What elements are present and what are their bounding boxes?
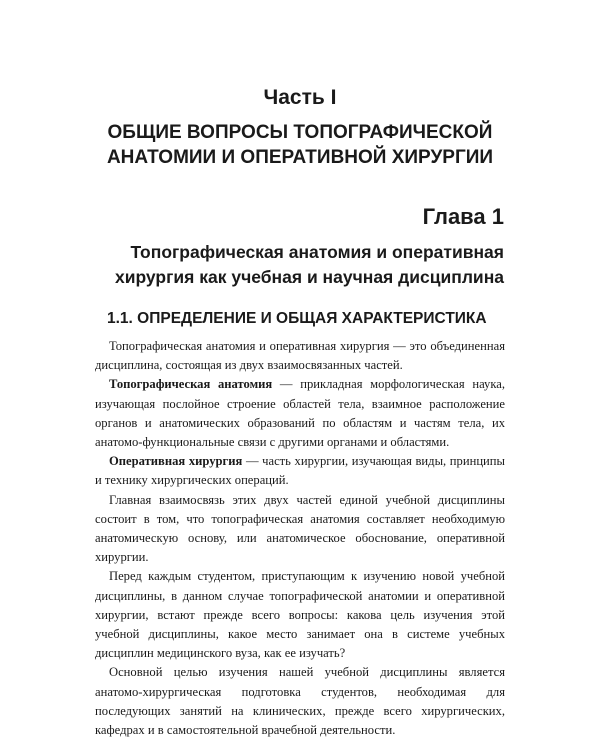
paragraph-text: — прикладная морфологическая наука, изучающая послойное строение областей тела, взаимное расположение органов и анатомических образований по областям и частям тела, их анатомо-функциональные связи с другими органами и областями. — [95, 377, 506, 450]
chapter-title-line: Топографическая анатомия и оперативная — [130, 242, 504, 262]
chapter-label: Глава 1 — [422, 204, 504, 229]
paragraph-text: Главная взаимосвязь этих двух частей единой учебной дисциплины состоит в том, что топографическая анатомия составляет необходимую анатомическую основу, или анатомическое обоснование, оперативной хирургии. — [95, 492, 505, 565]
part-subtitle-line: АНАТОМИИ И ОПЕРАТИВНОЙ ХИРУРГИИ — [106, 147, 494, 168]
body-text — [95, 337, 505, 740]
paragraph — [95, 663, 505, 740]
paragraph-text: Топографическая анатомия и оперативная хирургия — это объединенная дисциплина, состоящая из двух взаимосвязанных частей. — [95, 339, 505, 373]
chapter-title — [84, 240, 504, 290]
paragraph-text: Основной целью изучения нашей учебной дисциплины является анатомо-хирургическая подготовка студентов, необходимая для последующих занятий на клинических, прежде всего хирургических, кафедрах и в самостоятельной врачебной деятельности. — [95, 665, 505, 738]
paragraph — [95, 375, 505, 452]
part-title: Часть I — [263, 86, 337, 109]
chapter-title-line: хирургия как учебная и научная дисциплина — [114, 267, 504, 287]
paragraph-text: Перед каждым студентом, приступающим к изучению новой учебной дисциплины, в данном случае топографической анатомии и оперативной хирургии, встают прежде всего вопросы: какова цель изучения этой учебной дисциплины, какое место занимает она в системе учебных дисциплин медицинского вуза, как ее изучать? — [95, 569, 505, 661]
paragraph-text: — часть хирургии, изучающая виды, принципы и технику хирургических операций. — [95, 454, 505, 488]
paragraph — [95, 337, 505, 375]
paragraph — [95, 491, 505, 568]
section-title: 1.1. ОПРЕДЕЛЕНИЕ И ОБЩАЯ ХАРАКТЕРИСТИКА — [107, 310, 487, 327]
term-topographic-anatomy: Топографическая анатомия — [109, 377, 273, 392]
part-subtitle-line: ОБЩИЕ ВОПРОСЫ ТОПОГРАФИЧЕСКОЙ — [107, 122, 493, 143]
paragraph — [95, 567, 505, 663]
part-subtitle — [0, 120, 600, 170]
paragraph — [95, 452, 505, 490]
term-operative-surgery: Оперативная хирургия — [109, 454, 243, 469]
